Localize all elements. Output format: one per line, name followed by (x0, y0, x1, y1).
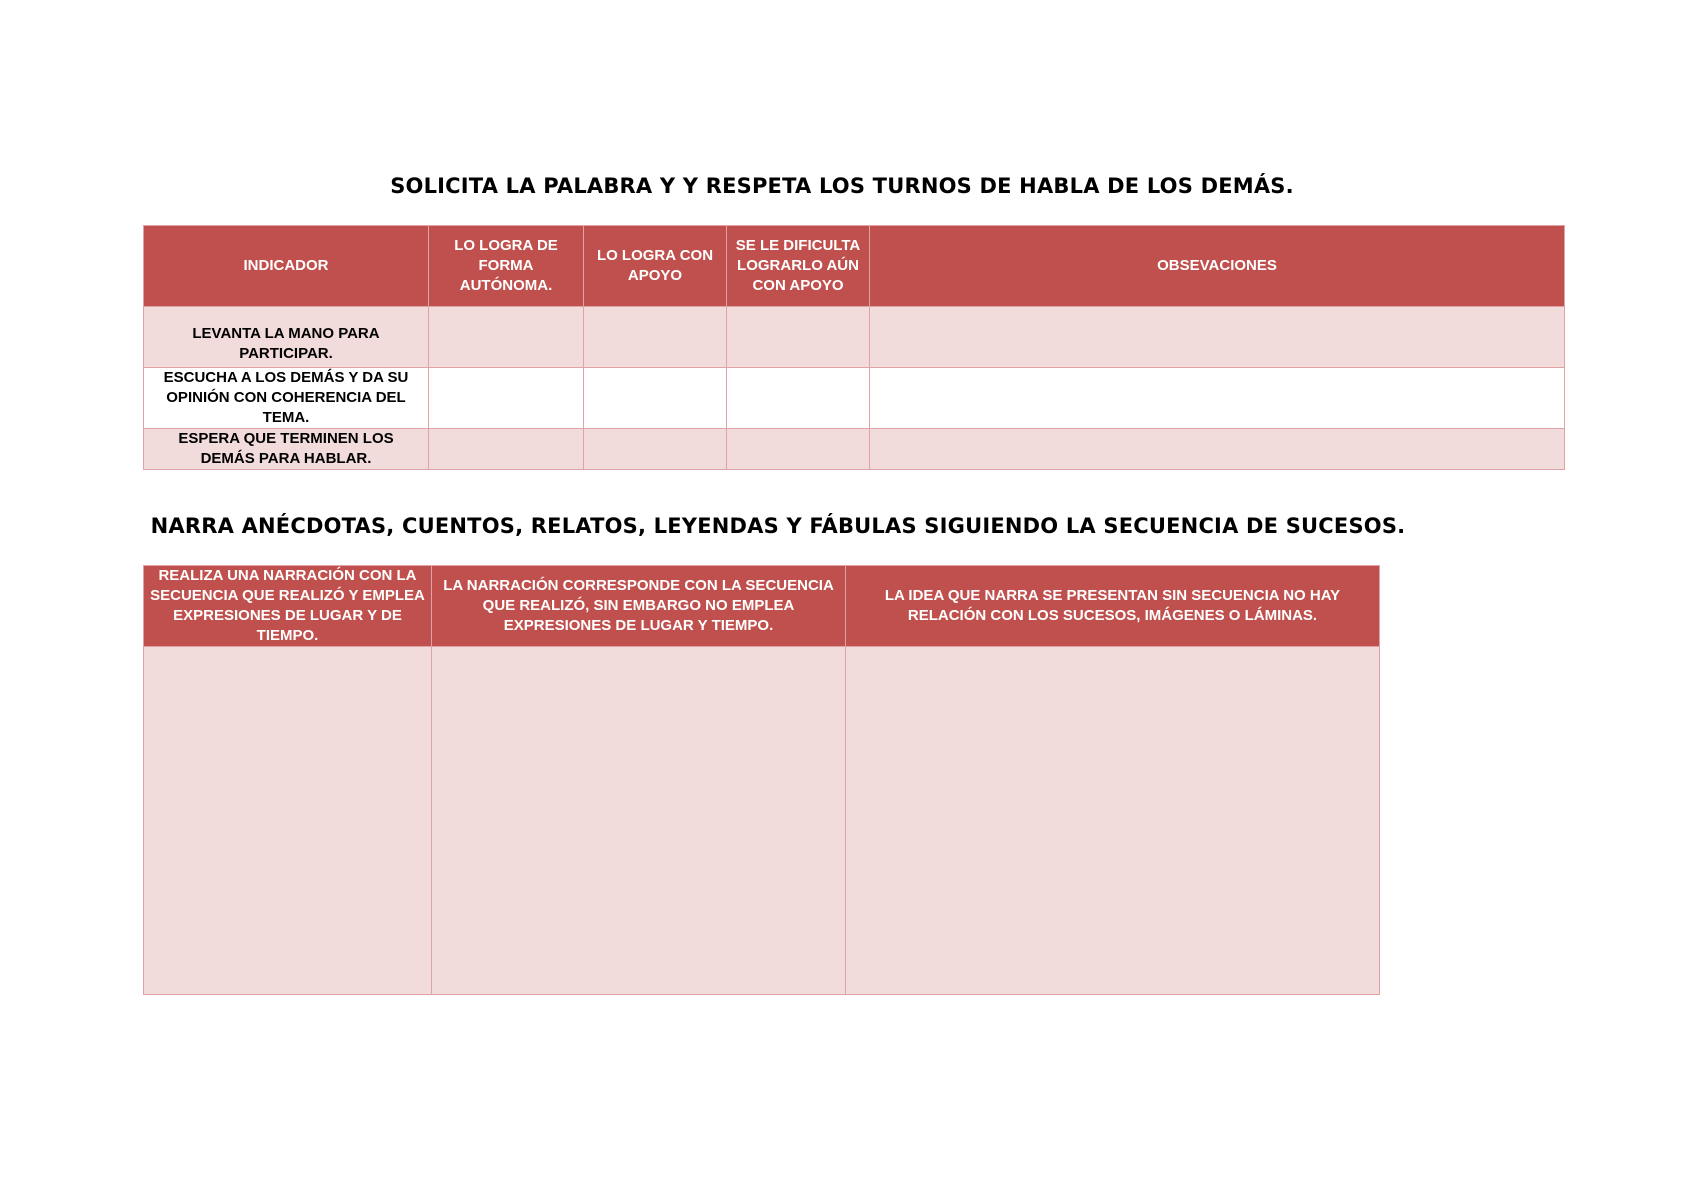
response-cell[interactable] (846, 647, 1380, 995)
response-cell[interactable] (144, 647, 432, 995)
header-logra-apoyo: LO LOGRA CON APOYO (584, 226, 727, 307)
response-cell[interactable] (432, 647, 846, 995)
header-narracion-completa: REALIZA UNA NARRACIÓN CON LA SECUENCIA QUE REALIZÓ Y EMPLEA EXPRESIONES DE LUGAR Y DE TIEMPO. (144, 566, 432, 647)
check-cell[interactable] (727, 429, 870, 470)
check-cell[interactable] (429, 307, 584, 368)
assessment-table-2 (143, 565, 1380, 995)
observation-cell[interactable] (870, 429, 1565, 470)
table2-header-row (144, 566, 1380, 647)
section1-title: SOLICITA LA PALABRA Y Y RESPETA LOS TURNOS DE HABLA DE LOS DEMÁS. (390, 174, 1294, 198)
table-row (144, 307, 1565, 368)
table-row (144, 429, 1565, 470)
table1-header-row (144, 226, 1565, 307)
header-observaciones: OBSEVACIONES (870, 226, 1565, 307)
section2-title: NARRA ANÉCDOTAS, CUENTOS, RELATOS, LEYENDAS Y FÁBULAS SIGUIENDO LA SECUENCIA DE SUCESOS. (150, 514, 1406, 538)
check-cell[interactable] (429, 429, 584, 470)
header-narracion-parcial: LA NARRACIÓN CORRESPONDE CON LA SECUENCIA QUE REALIZÓ, SIN EMBARGO NO EMPLEA EXPRESIONES DE LUGAR Y TIEMPO. (432, 566, 846, 647)
check-cell[interactable] (727, 368, 870, 429)
header-indicador: INDICADOR (144, 226, 429, 307)
table-row (144, 647, 1380, 995)
indicator-cell: ESCUCHA A LOS DEMÁS Y DA SU OPINIÓN CON COHERENCIA DEL TEMA. (144, 368, 429, 429)
observation-cell[interactable] (870, 307, 1565, 368)
check-cell[interactable] (584, 429, 727, 470)
header-sin-secuencia: LA IDEA QUE NARRA SE PRESENTAN SIN SECUENCIA NO HAY RELACIÓN CON LOS SUCESOS, IMÁGENES O LÁMINAS. (846, 566, 1380, 647)
check-cell[interactable] (584, 307, 727, 368)
check-cell[interactable] (584, 368, 727, 429)
indicator-cell: LEVANTA LA MANO PARA PARTICIPAR. (144, 307, 429, 368)
header-logra-autonoma: LO LOGRA DE FORMA AUTÓNOMA. (429, 226, 584, 307)
table-row (144, 368, 1565, 429)
check-cell[interactable] (727, 307, 870, 368)
header-dificulta: SE LE DIFICULTA LOGRARLO AÚN CON APOYO (727, 226, 870, 307)
observation-cell[interactable] (870, 368, 1565, 429)
indicator-cell: ESPERA QUE TERMINEN LOS DEMÁS PARA HABLAR. (144, 429, 429, 470)
check-cell[interactable] (429, 368, 584, 429)
assessment-table-1 (143, 225, 1565, 470)
